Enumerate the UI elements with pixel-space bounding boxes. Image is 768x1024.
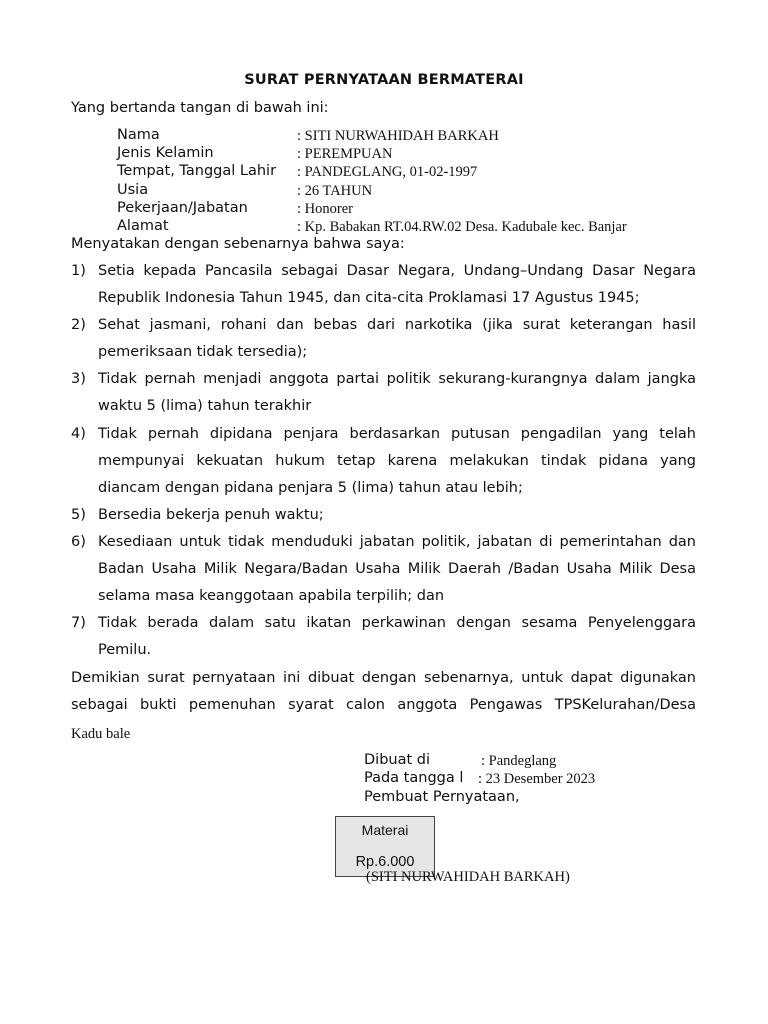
closing-paragraph: Demikian surat pernyataan ini dibuat dengan sebenarnya, untuk dapat digunakan sebagai bukti pemenuhan syarat calon anggota Pengawas TPSKelurahan/Desa [71,670,696,714]
intro-text: Yang bertanda tangan di bawah ini: [71,100,329,116]
list-item [71,312,696,366]
list-item [71,502,696,529]
duty-stamp [335,816,435,877]
item-text: Setia kepada Pancasila sebagai Dasar Negara, Undang–Undang Dasar Negara Republik Indonesia Tahun 1945, dan cita-cita Proklamasi 17 Agustus 1945; [98,263,696,307]
declaration-list [71,258,696,664]
item-text: Tidak berada dalam satu ikatan perkawinan dengan sesama Penyelenggara Pemilu. [98,615,696,659]
field-label-alamat: Alamat [117,218,169,234]
item-number: 7) [71,615,86,632]
field-label-ttl: Tempat, Tanggal Lahir [117,163,277,179]
item-number: 3) [71,371,86,388]
item-text: Kesediaan untuk tidak menduduki jabatan politik, jabatan di pemerintahan dan Badan Usaha Milik Negara/Badan Usaha Milik Daerah /Badan Usaha Milik Desa selama masa keanggotaan apabila terpilih; dan [98,533,696,605]
field-label-pekerjaan: Pekerjaan/Jabatan [117,200,248,216]
field-value-alamat: : Kp. Babakan RT.04.RW.02 Desa. Kadubale kec. Banjar [297,219,627,235]
date-value: : 23 Desember 2023 [478,771,596,787]
list-item [71,421,696,502]
field-label-usia: Usia [117,182,149,198]
item-number: 1) [71,263,86,279]
item-number: 5) [71,506,86,523]
declaration-intro: Menyatakan dengan sebenarnya bahwa saya: [71,236,405,252]
stamp-title: Materai [361,822,409,838]
item-number: 4) [71,425,86,442]
item-text: Tidak pernah menjadi anggota partai politik sekurang-kurangnya dalam jangka waktu 5 (lima) tahun terakhir [98,371,696,415]
made-in-label: Dibuat di [364,752,431,768]
item-text: Bersedia bekerja penuh waktu; [98,506,324,523]
list-item [71,366,696,420]
field-value-pekerjaan: : Honorer [297,201,353,217]
item-text: Tidak pernah dipidana penjara berdasarkan putusan pengadilan yang telah mempunyai kekuatan hukum tetap karena melakukan tindak pidana yang diancam dengan pidana penjara 5 (lima) tahun atau lebih; [98,425,696,496]
made-in-value: : Pandeglang [481,753,557,769]
maker-label: Pembuat Pernyataan, [364,789,520,805]
list-item [71,529,696,610]
field-value-nama: : SITI NURWAHIDAH BARKAH [297,128,499,144]
item-number: 6) [71,533,86,550]
item-number: 2) [71,317,86,334]
closing-location: Kadu bale [71,726,131,742]
field-value-ttl: : PANDEGLANG, 01-02-1997 [297,164,478,180]
document-title: SURAT PERNYATAAN BERMATERAI [244,72,524,88]
field-label-nama: Nama [117,127,160,143]
field-label-jenis-kelamin: Jenis Kelamin [117,145,214,161]
stamp-amount: Rp.6.000 [355,854,415,870]
field-value-jenis-kelamin: : PEREMPUAN [297,146,393,162]
date-label: Pada tangga l [364,770,464,786]
item-text: Sehat jasmani, rohani dan bebas dari narkotika (jika surat keterangan hasil pemeriksaan tidak tersedia); [98,317,696,361]
list-item [71,610,696,664]
list-item [71,258,696,312]
signer-name: (SITI NURWAHIDAH BARKAH) [366,869,570,885]
field-value-usia: : 26 TAHUN [297,183,373,199]
